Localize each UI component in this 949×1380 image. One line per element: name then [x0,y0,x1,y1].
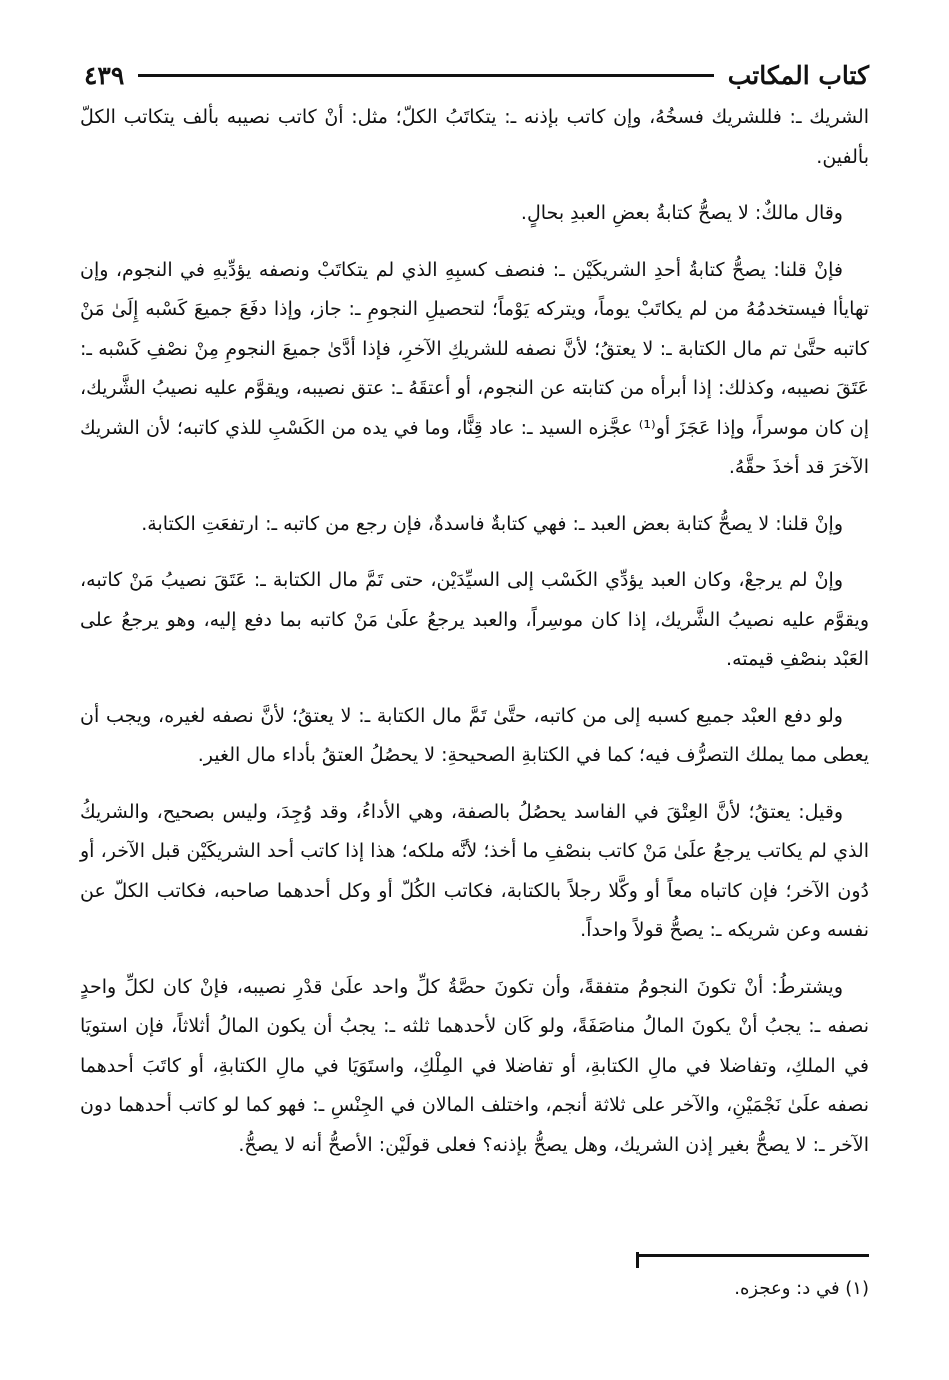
paragraph-text: وقال مالكٌ: لا يصحُّ كتابةُ بعضِ العبدِ بحالٍ. [520,202,843,224]
paragraph [80,697,869,776]
paragraph-text: وقيل: يعتقُ؛ لأنَّ العِتْقَ في الفاسد يحصُلُ بالصفة، وهي الأداءُ، وقد وُجِدَ، وليس بصحيح، والشريكُ الذي لم يكاتب يرجعُ علَىٰ مَنْ كاتب بنصْفِ ما أخذ؛ لأنَّه ملكه؛ هذا إذا كاتب أحد الشريكَيْن قبل الآخر، أو دُون الآخر؛ فإن كاتباه معاً أو وكَّلا رجلاً بالكتابة، فكاتب الكُلّ أو وكل أحدهما صاحبه، فكاتب الكلّ عن نفسه وعن شريكه ـ: يصحُّ قولاً واحداً. [80,800,869,941]
footnote-rule-tick [636,1252,639,1268]
paragraph-text: ولو دفع العبْد جميع كسبه إلى من كاتبه، حتَّىٰ تَمَّ مال الكتابة ـ: لا يعتقُ؛ لأنَّ نصفه لغيره، ويجب أن يعطى مما يملك التصرُّف فيه؛ كما في الكتابةِ الصحيحةِ: لا يحصُلُ العتقُ بأداء مال الغير. [80,704,869,766]
body-text [80,98,869,1182]
footnote: (١) في د: وعجزه. [734,1278,869,1299]
paragraph [80,194,869,234]
footnote-rule [637,1254,869,1257]
page-header [84,58,869,92]
chapter-title: كتاب المكاتب [727,60,869,90]
paragraph [80,561,869,680]
paragraph [80,793,869,951]
paragraph-text: وإنْ لم يرجعْ، وكان العبد يؤدِّي الكَسْب إلى السيِّدَيْن، حتى تَمَّ مال الكتابة ـ: عَتَقَ نصيبُ مَنْ كاتبه، ويقوَّم عليه نصيبُ الشَّريك، إذا كان موسِراً، والعبد يرجعُ علَىٰ مَنْ كاتبه بما دفع إليه، وهو يرجعُ على العَبْد بنصْفِ قيمته. [80,569,869,670]
paragraph [80,98,869,177]
paragraph [80,505,869,545]
paragraph [80,251,869,488]
paragraph-text: ويشترطُ: أنْ تكونَ النجومُ متفقةً، وأن تكونَ حصَّةُ كلِّ واحد علَىٰ قدْرِ نصيبه، فإنْ كان لكلِّ واحدٍ نصفه ـ: يجبُ أنْ يكونَ المالُ مناصَفَةً، ولو كَان لأحدهما ثلثه ـ: يجبُ أن يكون المالُ أثلاثاً، فإن استويَا في الملكِ، وتفاضلا في مالِ الكتابةِ، أو تفاضلا في المِلْكِ، واستَوَيَا في مالِ الكتابةِ، أو كاتَبَ أحدهما نصفه علَىٰ نَجْمَيْنِ، والآخر على ثلاثة أنجم، واختلف المالان في الجِنْسِ ـ: فهو كما لو كاتب أحدهما دون الآخر ـ: لا يصحُّ بغير إذن الشريك، وهل يصحُّ بإذنه؟ فعلى قولَيْن: الأصحُّ أنه لا يصحُّ. [80,975,869,1156]
header-rule [138,74,713,77]
paragraph-text: وإنْ قلنا: لا يصحُّ كتابة بعض العبد ـ: فهي كتابةٌ فاسدةٌ، فإن رجع من كاتبه ـ: ارتفعَتِ الكتابة. [141,512,843,535]
paragraph-text: الشريك ـ: فللشريك فسخُهُ، وإن كاتب بإذنه ـ: يتكاتَبُ الكلّ؛ مثل: أنْ كاتب نصيبه بألف يتكاتب الكلّ بألفين. [80,106,869,168]
paragraph-text: فإنْ قلنا: يصحُّ كتابةُ أحدِ الشريكَيْن ـ: فنصف كسبِهِ الذي لم يتكاتَبْ ونصفه يؤدِّيهِ في النجوم، وإن تهايأا فيستخدمُهُ من لم يكاتَبْ يوماً، ويتركه يَوْماً؛ لتحصيلِ النجومِ ـ: جاز، وإذا دفَعَ جميعَ كَسْبه إِلَىٰ مَنْ كاتبه حتَّىٰ تم مال الكتابة ـ: لا يعتقُ؛ لأنَّ نصفه للشريكِ الآخرِ، فإذا أدَّىٰ جميعَ النجومِ مِنْ نصْفِ كَسْبه ـ: عَتَقَ نصيبه، وكذلك: إذا أبرأه من كتابته عن النجوم، أو أعتقَهُ ـ: عتق نصيبه، ويقوَّم عليه نصيبُ الشَّريك، إن كان موسراً، وإذا عَجَزَ أو⁽¹⁾ عجَّزه السيد ـ: عاد قِنًّا، وما في يده من الكَسْبِ للذي كاتبه؛ لأن الشريك الآخرَ قد أخذَ حقَّهُ. [80,258,869,478]
page-number: ٤٣٩ [84,60,125,90]
paragraph [80,968,869,1166]
